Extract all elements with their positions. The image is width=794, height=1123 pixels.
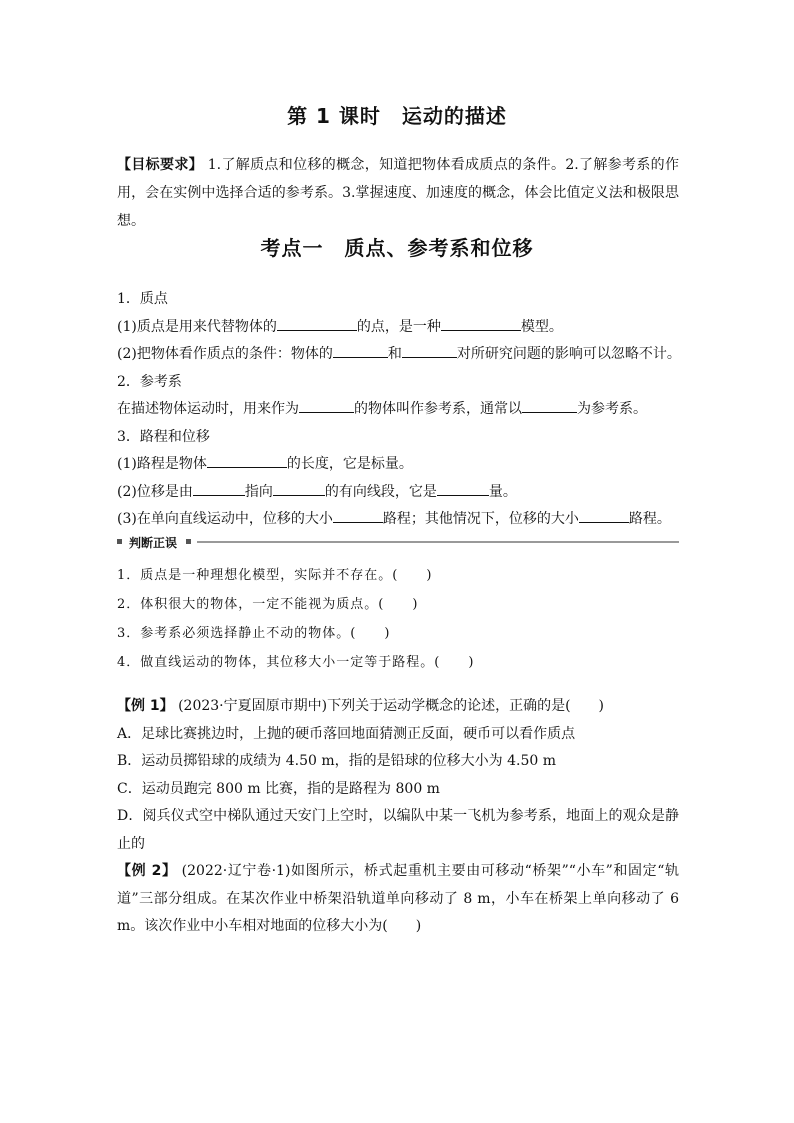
answer-blank[interactable] <box>277 314 357 331</box>
judge-label: 判断正误 <box>129 536 178 550</box>
option-a: A．足球比赛挑边时，上抛的硬币落回地面猜测正反面，硬币可以看作质点 <box>117 725 576 742</box>
example-2-stem: 【例 2】 (2022·辽宁卷·1)如图所示，桥式起重机主要由可移动“桥架”“小车”和固定“轨道”三部分组成。在某次作业中桥架沿轨道单向移动了 8 m，小车在桥架上单向移动了 6 m。该次作业中小车相对地面的位移大小为( ) <box>117 863 679 934</box>
judge-item: 1．质点是一种理想化模型，实际并不存在。( ) <box>117 568 433 583</box>
lesson-title: 第 1 课时 运动的描述 <box>287 104 507 128</box>
fill-line-5: (2)位移是由 指向 的有向线段，它是 量。 <box>117 479 679 507</box>
knowledge-points <box>117 286 679 534</box>
answer-blank[interactable] <box>193 479 245 496</box>
fill-line-6: (3)在单向直线运动中，位移的大小 路程；其他情况下，位移的大小 路程。 <box>117 506 679 534</box>
answer-blank[interactable] <box>299 396 354 413</box>
option-b: B．运动员掷铅球的成绩为 4.50 m，指的是铅球的位移大小为 4.50 m <box>117 753 556 769</box>
square-bullet-icon <box>186 539 191 544</box>
section-title: 考点一 质点、参考系和位移 <box>260 236 534 260</box>
judge-item: 4．做直线运动的物体，其位移大小一定等于路程。( ) <box>117 655 475 670</box>
heading-particle: 1．质点 <box>117 291 168 307</box>
example-1-stem: 【例 1】 (2023·宁夏固原市期中)下列关于运动学概念的论述，正确的是( ) <box>117 698 605 714</box>
heading-path-displacement: 3．路程和位移 <box>117 428 210 445</box>
learning-goals <box>117 151 679 235</box>
square-bullet-icon <box>117 539 122 544</box>
answer-blank[interactable] <box>441 314 521 331</box>
answer-blank[interactable] <box>437 479 489 496</box>
examples <box>117 693 679 941</box>
judge-item: 3．参考系必须选择静止不动的物体。( ) <box>117 626 391 641</box>
answer-blank[interactable] <box>579 506 629 523</box>
goals-text: 1.了解质点和位移的概念，知道把物体看成质点的条件。2.了解参考系的作用，会在实例中选择合适的参考系。3.掌握速度、加速度的概念，体会比值定义法和极限思想。 <box>117 157 680 229</box>
fill-line-3: 在描述物体运动时，用来作为 的物体叫作参考系，通常以 为参考系。 <box>117 396 679 424</box>
answer-blank[interactable] <box>207 451 287 468</box>
answer-blank[interactable] <box>273 479 325 496</box>
option-c: C．运动员跑完 800 m 比赛，指的是路程为 800 m <box>117 780 440 797</box>
fill-line-4: (1)路程是物体 的长度，它是标量。 <box>117 451 679 479</box>
fill-line-2: (2)把物体看作质点的条件：物体的 和 对所研究问题的影响可以忽略不计。 <box>117 341 679 369</box>
answer-blank[interactable] <box>522 396 577 413</box>
answer-blank[interactable] <box>333 341 388 358</box>
judge-section-header <box>117 534 679 550</box>
answer-blank[interactable] <box>333 506 383 523</box>
fill-line-1: (1)质点是用来代替物体的 的点，是一种 模型。 <box>117 314 679 342</box>
heading-reference-frame: 2．参考系 <box>117 373 182 390</box>
goals-tag: 【目标要求】 <box>117 157 203 173</box>
judge-item: 2．体积很大的物体，一定不能视为质点。( ) <box>117 597 419 612</box>
judge-list <box>117 561 679 677</box>
option-d: D．阅兵仪式空中梯队通过天安门上空时，以编队中某一飞机为参考系，地面上的观众是静止的 <box>117 808 679 852</box>
answer-blank[interactable] <box>402 341 457 358</box>
divider <box>197 541 679 543</box>
